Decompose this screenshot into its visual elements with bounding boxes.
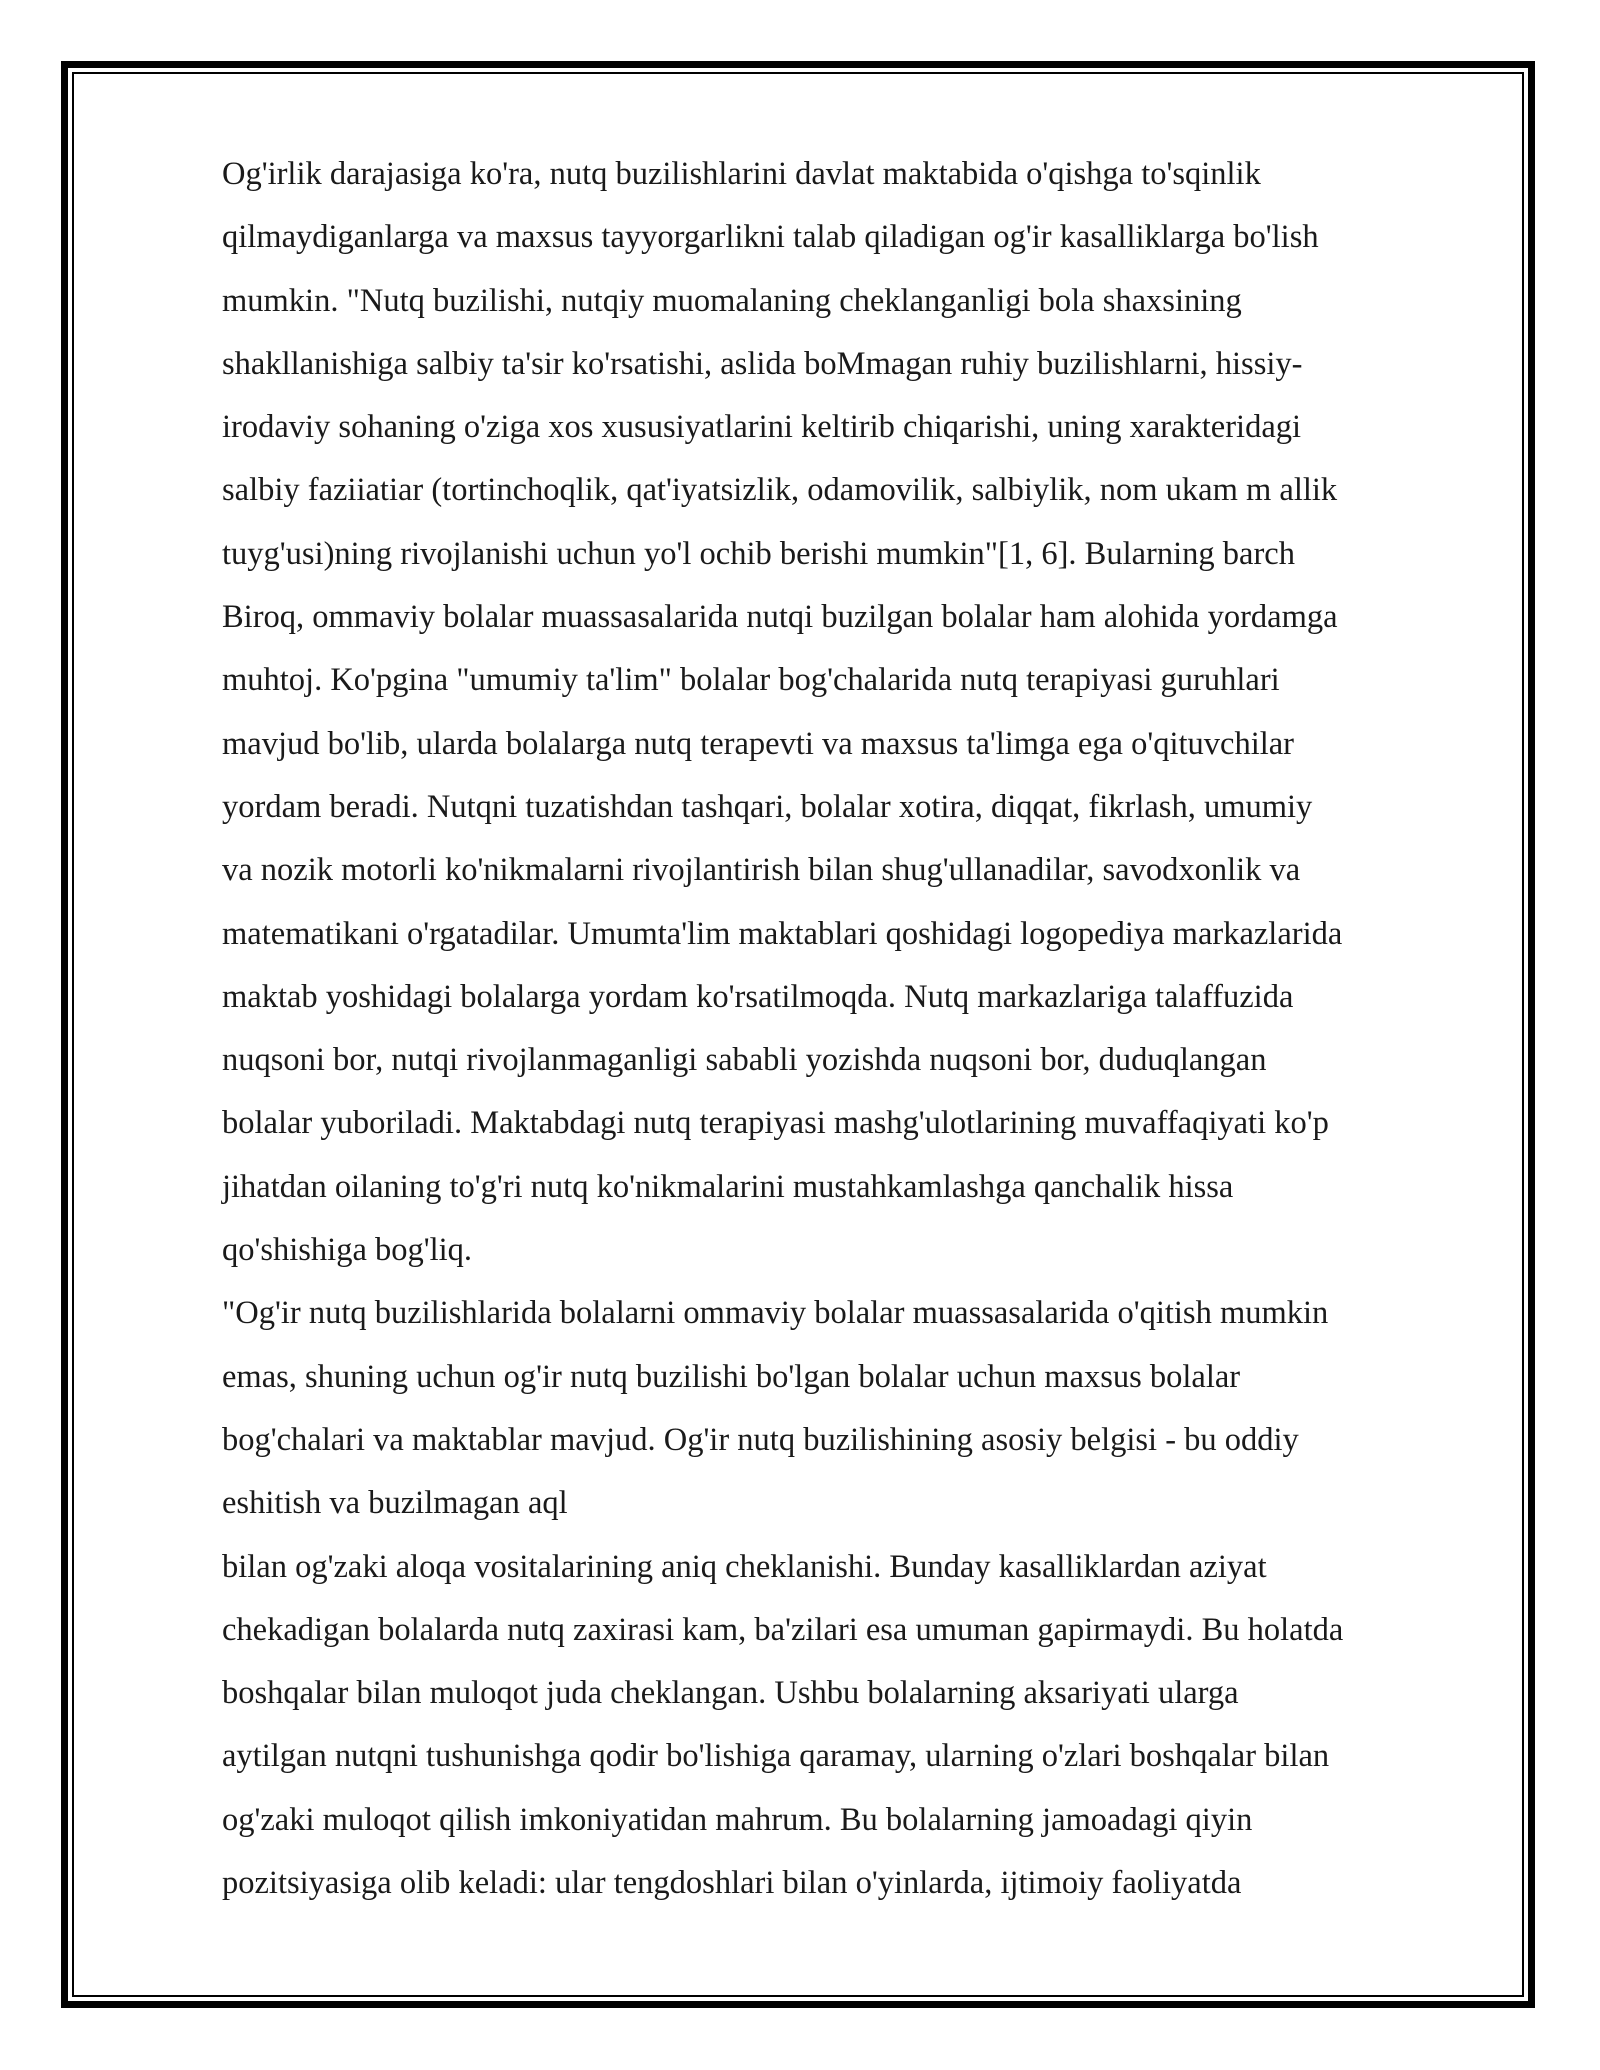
text-line: chekadigan bolalarda nutq zaxirasi kam, ba'zilari esa umuman gapirmaydi. Bu holatda [222,1611,1344,1648]
document-body [222,143,1522,1915]
text-line: jihatdan oilaning to'g'ri nutq ko'nikmalarini mustahkamlashga qanchalik hissa [222,1168,1234,1205]
text-line: bilan og'zaki aloqa vositalarining aniq cheklanishi. Bunday kasalliklardan aziyat [222,1548,1267,1585]
text-line: qo'shishiga bog'liq. [222,1232,473,1269]
text-line: Biroq, ommaviy bolalar muassasalarida nutqi buzilgan bolalar ham alohida yordamga [222,599,1338,636]
text-line: nuqsoni bor, nutqi rivojlanmaganligi sababli yozishda nuqsoni bor, duduqlangan [222,1042,1267,1079]
text-line: yordam beradi. Nutqni tuzatishdan tashqari, bolalar xotira, diqqat, fikrlash, umumiy [222,788,1313,825]
text-line: aytilgan nutqni tushunishga qodir bo'lishiga qaramay, ularning o'zlari boshqalar bilan [222,1738,1330,1775]
text-line: qilmaydiganlarga va maxsus tayyorgarlikni talab qiladigan og'ir kasalliklarga bo'lish [222,219,1319,256]
text-line: va nozik motorli ko'nikmalarni rivojlantirish bilan shug'ullanadilar, savodxonlik va [222,852,1301,889]
text-line: Og'irlik darajasiga ko'ra, nutq buzilishlarini davlat maktabida o'qishga to'sqinlik [222,156,1261,192]
text-line: tuyg'usi)ning rivojlanishi uchun yo'l ochib berishi mumkin"[1, 6]. Bularning barch [222,535,1295,572]
text-line: shakllanishiga salbiy ta'sir ko'rsatishi, aslida boMmagan ruhiy buzilishlarni, hissiy- [222,345,1303,382]
text-line: matematikani o'rgatadilar. Umumta'lim maktablari qoshidagi logopediya markazlarida [222,915,1343,952]
text-line: bolalar yuboriladi. Maktabdagi nutq terapiyasi mashg'ulotlarining muvaffaqiyati ko'p [222,1105,1329,1142]
text-line: salbiy faziiatiar (tortinchoqlik, qat'iyatsizlik, odamovilik, salbiylik, nom ukam m allik [222,472,1338,509]
text-line: "Og'ir nutq buzilishlarida bolalarni ommaviy bolalar muassasalarida o'qitish mumkin [222,1295,1329,1332]
text-line: irodaviy sohaning o'ziga xos xususiyatlarini keltirib chiqarishi, uning xarakteridagi [222,409,1302,446]
text-line: og'zaki muloqot qilish imkoniyatidan mahrum. Bu bolalarning jamoadagi qiyin [222,1801,1253,1838]
text-line: pozitsiyasiga olib keladi: ular tengdoshlari bilan o'yinlarda, ijtimoiy faoliyatda [222,1865,1242,1902]
text-line: bog'chalari va maktablar mavjud. Og'ir nutq buzilishining asosiy belgisi - bu oddiy [222,1421,1299,1458]
text-line: eshitish va buzilmagan aql [222,1485,568,1522]
text-line: muhtoj. Ko'pgina "umumiy ta'lim" bolalar bog'chalarida nutq terapiyasi guruhlari [222,662,1280,699]
text-line: maktab yoshidagi bolalarga yordam ko'rsatilmoqda. Nutq markazlariga talaffuzida [222,978,1294,1015]
text-line: mavjud bo'lib, ularda bolalarga nutq terapevti va maxsus ta'limga ega o'qituvchilar [222,725,1295,762]
text-line: mumkin. "Nutq buzilishi, nutqiy muomalaning cheklanganligi bola shaxsining [222,282,1242,319]
text-line: boshqalar bilan muloqot juda cheklangan. Ushbu bolalarning aksariyati ularga [222,1675,1239,1712]
text-line: emas, shuning uchun og'ir nutq buzilishi bo'lgan bolalar uchun maxsus bolalar [222,1358,1241,1395]
